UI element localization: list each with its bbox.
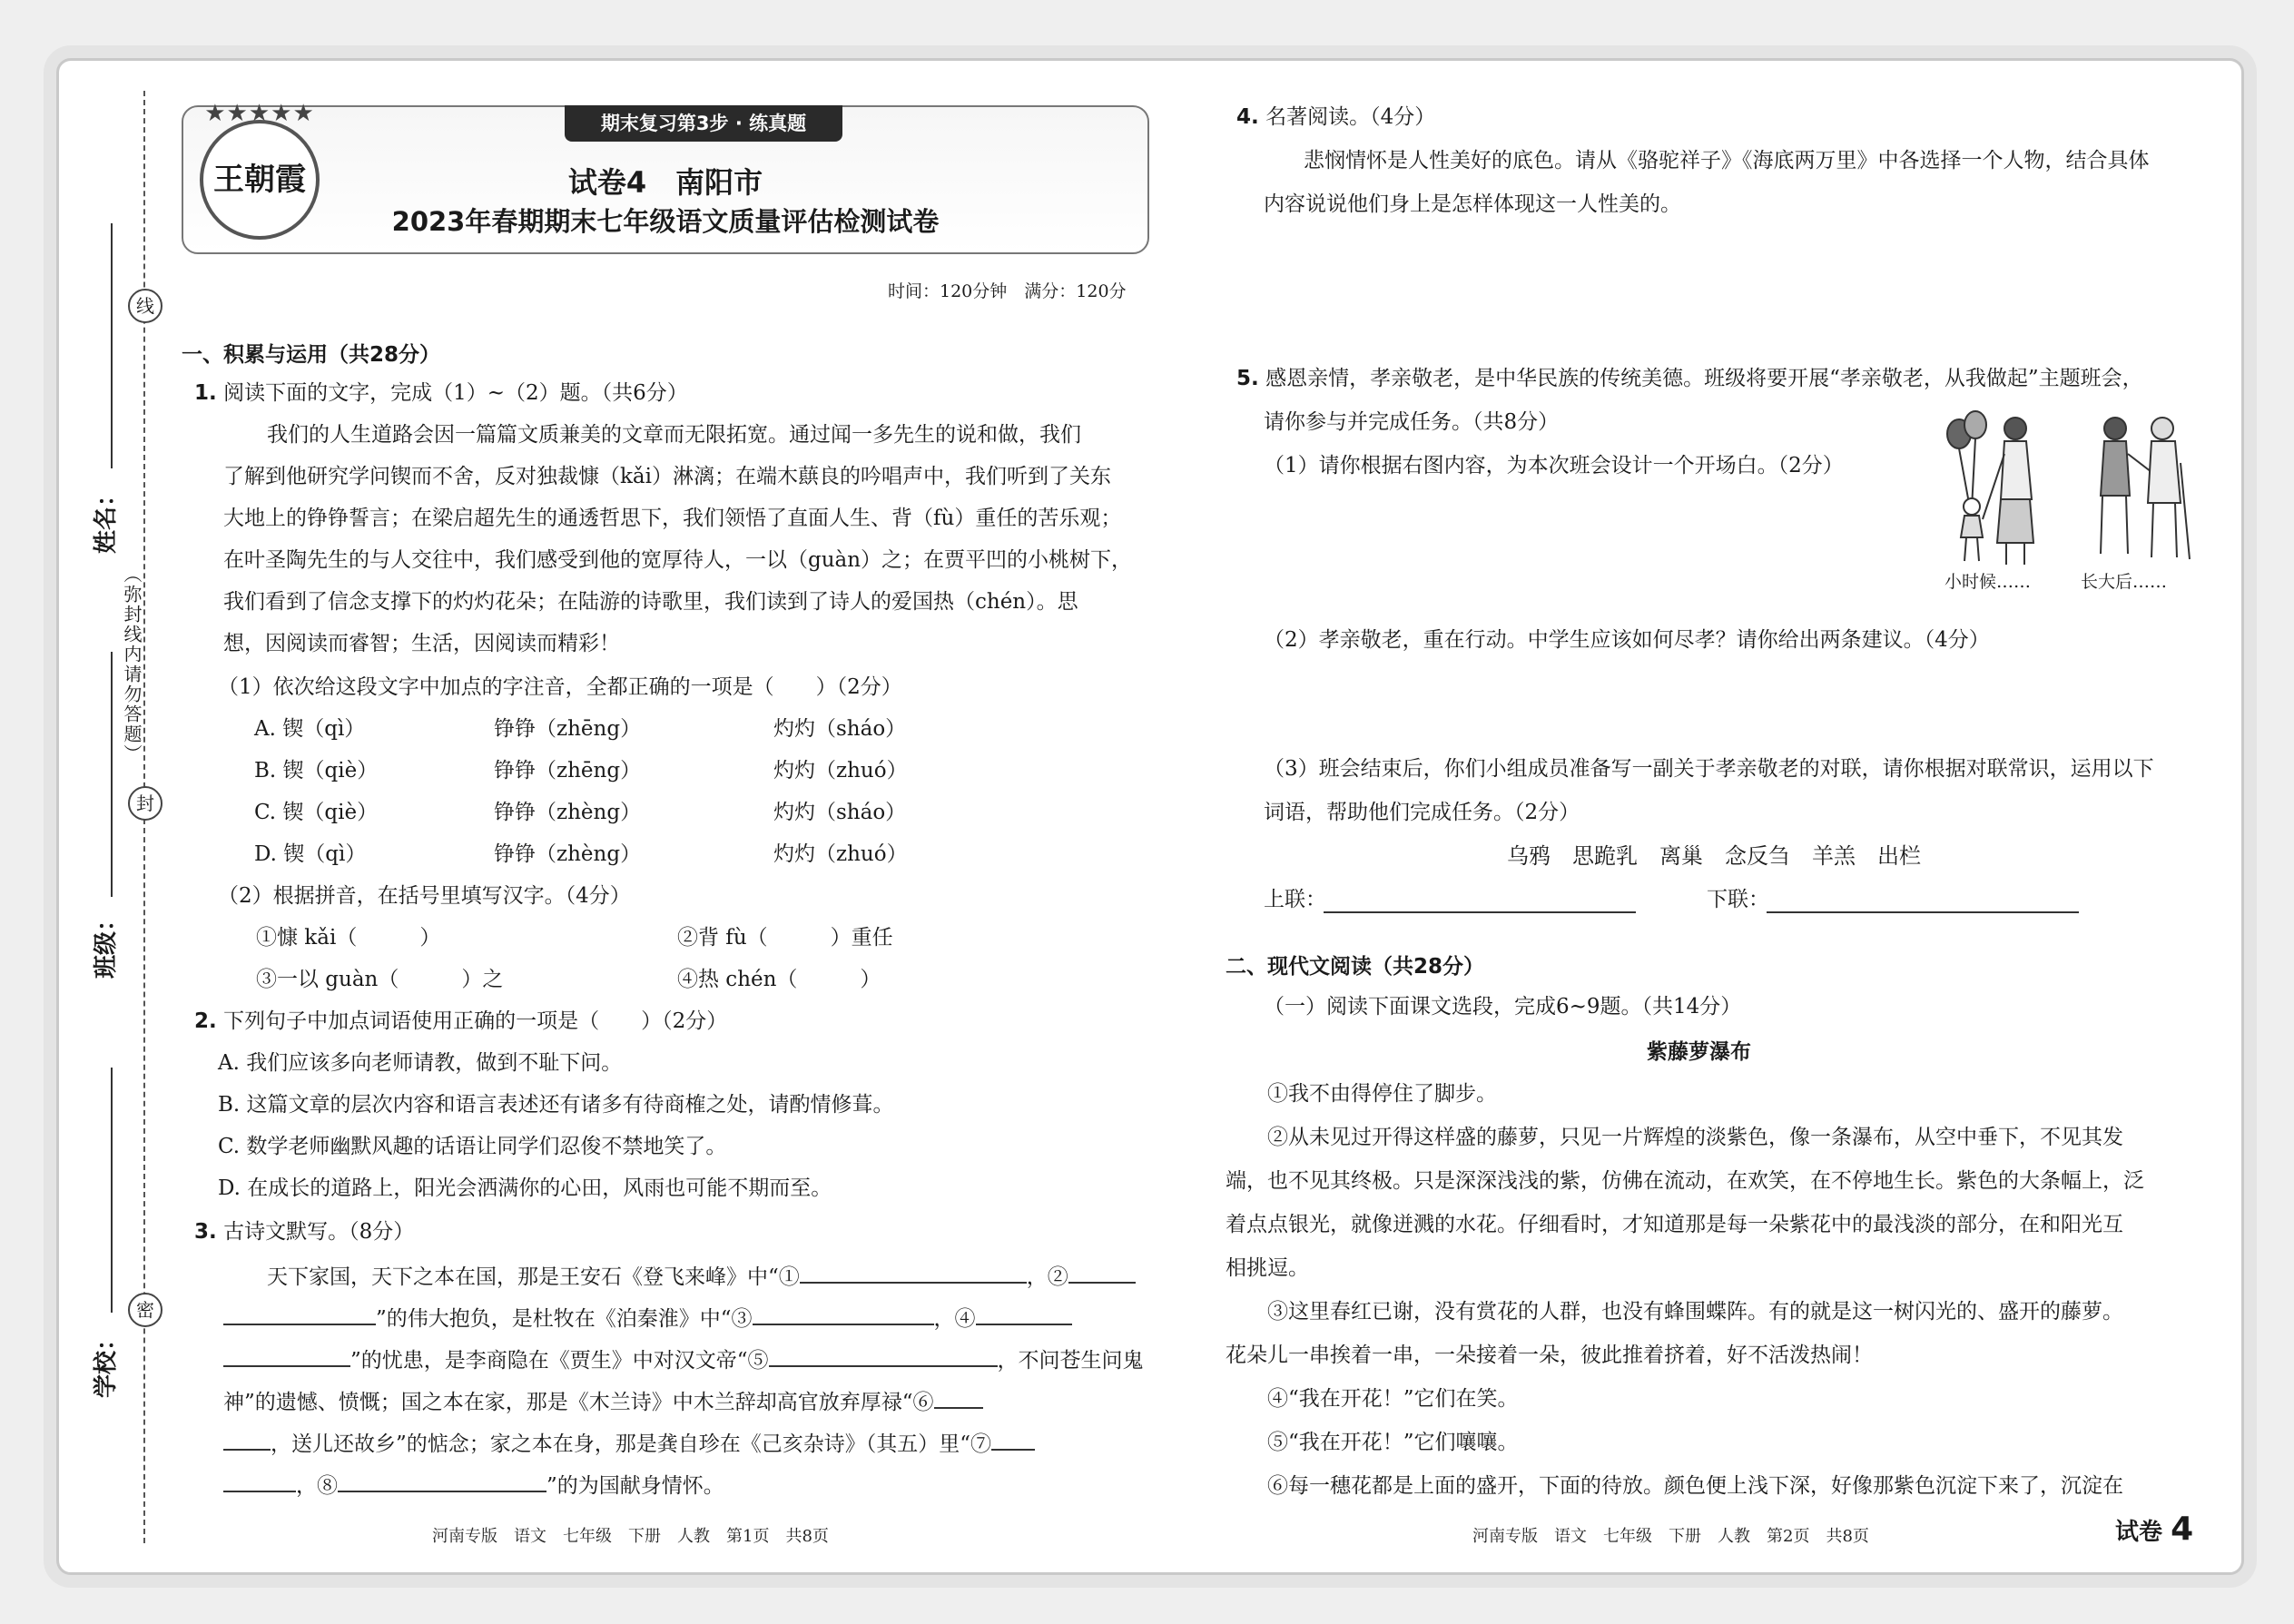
q1-option-a-b: 铮铮（zhēng） [494,717,642,741]
section-1-heading: 一、积累与运用（共28分） [182,343,441,367]
paper-badge-label: 试卷 [2115,1519,2163,1546]
q4-answer-area[interactable] [1264,227,2190,354]
article-paragraph-line: 花朵儿一串挨着一串，一朵接着一朵，彼此推着挤着，好不活泼热闹！ [1226,1343,1873,1367]
q3-number: 3. [194,1220,217,1244]
q1-passage-line: 我们的人生道路会因一篇篇文质兼美的文章而无限拓宽。通过闻一多先生的说和做，我们 [267,423,1081,447]
article-paragraph-line: ⑥每一穗花都是上面的盛开，下面的待放。颜色便上浅下深，好像那紫色沉淀下来了，沉淀在 [1267,1474,2123,1498]
q1-passage-line: 想，因阅读而睿智；生活，因阅读而精彩！ [223,632,620,655]
school-label: 学校： [93,1326,120,1398]
q1-passage-line: 我们看到了信念支撑下的灼灼花朵；在陆游的诗歌里，我们读到了诗人的爱国热（chén）。思 [223,590,1078,614]
paper-badge-number: 4 [2171,1511,2194,1548]
q5-sub3-line-1: （3）班会结束后，你们小组成员准备写一副关于孝亲敬老的对联，请你根据对联常识，运用以下 [1264,757,2154,781]
q5-sub3-line-2: 词语，帮助他们完成任务。（2分） [1264,801,1580,824]
binding-note: （弥封线内请勿答题） [121,565,143,764]
caption-adulthood: 长大后…… [2081,572,2168,592]
answer-blank-6-cont[interactable] [223,1427,271,1451]
q1-fill-4[interactable]: ④热 chén（ ） [677,968,881,991]
answer-blank-7[interactable] [991,1427,1035,1451]
answer-blank-8[interactable] [338,1469,546,1492]
adulthood-scene [2101,418,2190,559]
q5-sub2: （2）孝亲敬老，重在行动。中学生应该如何尽孝？请你给出两条建议。（4分） [1264,628,1990,652]
review-step-tag: 期末复习第3步 · 练真题 [565,105,842,142]
answer-blank-3[interactable] [753,1302,934,1325]
q3-text: 神”的遗憾、愤慨；国之本在家，那是《木兰诗》中木兰辞却高官放弃厚禄“⑥ [223,1391,934,1414]
lower-couplet-field[interactable] [1767,890,2079,913]
couplet-word-bank: 乌鸦 思跪乳 离巢 念反刍 羊羔 出栏 [1507,843,1921,869]
q5-stem-2: 请你参与并完成任务。（共8分） [1264,410,1560,434]
q3-line-5 [223,1427,1035,1460]
q3-text: ”的伟大抱负，是杜牧在《泊秦淮》中“③ [376,1307,753,1331]
q4-body-line: 悲悯情怀是人性美好的底色。请从《骆驼祥子》《海底两万里》中各选择一个人物，结合具体 [1304,149,2150,172]
answer-blank-2[interactable] [1068,1260,1136,1284]
q1-sub1: （1）依次给这段文字中加点的字注音，全都正确的一项是（ ）（2分） [218,675,902,699]
q1-option-c[interactable]: C. 锲（qiè） [254,801,379,824]
q1-option-d-b: 铮铮（zhèng） [494,842,642,866]
q2-text: 下列句子中加点词语使用正确的一项是（ ）（2分） [223,1009,728,1033]
q5-number: 5. [1236,367,1259,390]
q2-option-b[interactable]: B. 这篇文章的层次内容和语言表述还有诸多有待商榷之处，请酌情修葺。 [218,1093,894,1117]
q3-line-1 [267,1260,1136,1293]
q2-option-a[interactable]: A. 我们应该多向老师请教，做到不耻下问。 [218,1051,623,1075]
q1-fill-1[interactable]: ①慷 kǎi（ ） [256,926,441,950]
q3-text: ，⑧ [296,1474,338,1498]
school-field[interactable] [111,1068,113,1313]
q5-sub1-answer-area[interactable] [1264,490,1899,608]
article-paragraph-line: ③这里春红已谢，没有赏花的人群，也没有蜂围蝶阵。有的就是这一树闪光的、盛开的藤萝。 [1267,1300,2123,1324]
q1-stem [194,378,688,408]
q1-option-a[interactable]: A. 锲（qì） [254,717,366,741]
q1-sub2: （2）根据拼音，在括号里填写汉字。（4分） [218,884,631,908]
q3-text: 天下家国，天下之本在国，那是王安石《登飞来峰》中“① [267,1265,800,1289]
q1-number: 1. [194,381,217,405]
article-title: 紫藤萝瀑布 [1647,1040,1751,1064]
caption-childhood: 小时候…… [1944,572,2032,592]
q1-option-b-b: 铮铮（zhēng） [494,759,642,782]
q2-option-c[interactable]: C. 数学老师幽默风趣的话语让同学们忍俊不禁地笑了。 [218,1135,727,1158]
q3-text: ，不问苍生问鬼 [997,1349,1144,1373]
q5-text: 感恩亲情，孝亲敬老，是中华民族的传统美德。班级将要开展“孝亲敬老，从我做起”主题班会， [1265,367,2143,390]
q3-line-6 [223,1469,724,1501]
binding-mark-secret: 密 [128,1293,162,1327]
section-2-heading: 二、现代文阅读（共28分） [1226,955,1485,979]
q5-sub2-answer-area[interactable] [1264,663,2190,744]
q3-line-4 [223,1385,983,1418]
logo-stars: ★★★★★ [204,100,315,127]
q3-text: ”的忧患，是李商隐在《贾生》中对汉文帝“⑤ [350,1349,769,1373]
q1-text: 阅读下面的文字，完成（1）~（2）题。（共6分） [223,381,688,405]
q1-passage-line: 了解到他研究学问锲而不舍，反对独裁慷（kǎi）淋漓；在端木蕻良的吟唱声中，我们听到了关东 [223,465,1112,488]
q4-text: 名著阅读。（4分） [1265,105,1436,129]
paper-title: 试卷4 南阳市 [567,165,763,200]
upper-couplet-label: 上联： [1264,888,1326,911]
q3-text: ，④ [933,1307,976,1331]
article-paragraph-line: ④“我在开花！”它们在笑。 [1267,1387,1519,1411]
answer-blank-7-cont[interactable] [223,1469,296,1492]
lower-couplet-label: 下联： [1707,888,1769,911]
q1-fill-3[interactable]: ③一以 guàn（ ）之 [256,968,504,991]
q1-passage-line: 大地上的铮铮誓言；在梁启超先生的通透哲思下，我们领悟了直面人生、背（fù）重任的苦乐观； [223,507,1122,530]
answer-blank-4-cont[interactable] [223,1343,350,1367]
q3-text: ，② [1026,1265,1068,1289]
name-label: 姓名： [93,482,120,554]
part-1-instruction: （一）阅读下面课文选段，完成6~9题。（共14分） [1264,995,1742,1019]
q1-option-b[interactable]: B. 锲（qiè） [254,759,379,782]
q5-sub1: （1）请你根据右图内容，为本次班会设计一个开场白。（2分） [1264,454,1844,477]
name-field[interactable] [111,223,113,468]
q1-option-c-c: 灼灼（sháo） [773,801,907,824]
logo-text: 王朝霞 [213,162,306,198]
q1-option-b-c: 灼灼（zhuó） [773,759,908,782]
q1-option-d-c: 灼灼（zhuó） [773,842,908,866]
q1-option-a-c: 灼灼（sháo） [773,717,907,741]
balloon-icon [1964,411,1986,438]
binding-mark-seal: 封 [128,786,162,821]
q1-option-c-b: 铮铮（zhèng） [494,801,642,824]
q3-line-2 [223,1302,1072,1334]
paper-badge [2115,1511,2193,1548]
q3-text: ”的为国献身情怀。 [546,1474,724,1498]
q3-text: 古诗文默写。（8分） [223,1220,415,1244]
answer-blank-2-cont[interactable] [223,1302,376,1325]
article-paragraph-line: 端，也不见其终极。只是深深浅浅的紫，仿佛在流动，在欢笑，在不停地生长。紫色的大条幅上，泛 [1226,1169,2144,1193]
article-paragraph-line: 相挑逗。 [1226,1256,1309,1280]
upper-couplet-field[interactable] [1324,890,1636,913]
article-paragraph-line: ①我不由得停住了脚步。 [1267,1082,1497,1106]
q1-option-d[interactable]: D. 锲（qì） [254,842,367,866]
q1-passage-line: 在叶圣陶先生的与人交往中，我们感受到他的宽厚待人，一以（guàn）之；在贾平凹的小桃树下， [223,548,1133,572]
q3-stem [194,1216,414,1247]
paper-header [182,100,1149,254]
time-and-score: 时间：120分钟 满分：120分 [888,281,1127,301]
answer-blank-1[interactable] [800,1260,1027,1284]
left-page-footer: 河南专版 语文 七年级 下册 人教 第1页 共8页 [432,1527,829,1546]
paper-subtitle: 2023年春期期末七年级语文质量评估检测试卷 [391,206,940,237]
class-label: 班级： [93,907,120,979]
binding-mark-line: 线 [128,289,162,323]
article-paragraph-line: 着点点银光，就像迸溅的水花。仔细看时，才知道那是每一朵紫花中的最浅淡的部分，在和阳光互 [1226,1213,2123,1236]
q2-number: 2. [194,1009,217,1033]
q3-line-3 [223,1343,1144,1376]
class-field[interactable] [111,652,113,897]
answer-blank-5[interactable] [769,1343,998,1367]
q4-stem [1236,102,1435,133]
q4-body-line: 内容说说他们身上是怎样体现这一人性美的。 [1264,192,1681,216]
article-paragraph-line: ⑤“我在开花！”它们嚷嚷。 [1267,1431,1519,1454]
q1-fill-2[interactable]: ②背 fù（ ）重任 [677,926,893,950]
answer-blank-6[interactable] [934,1385,983,1409]
right-page-footer: 河南专版 语文 七年级 下册 人教 第2页 共8页 [1472,1527,1869,1546]
article-paragraph-line: ②从未见过开得这样盛的藤萝，只见一片辉煌的淡紫色，像一条瀑布，从空中垂下，不见其发 [1267,1126,2123,1149]
answer-blank-4[interactable] [976,1302,1072,1325]
q2-option-d[interactable]: D. 在成长的道路上，阳光会洒满你的心田，风雨也可能不期而至。 [218,1176,832,1200]
childhood-scene [1947,411,2033,565]
q4-number: 4. [1236,105,1259,129]
q2-stem [194,1006,727,1037]
q3-text: ，送儿还故乡”的惦念；家之本在身，那是龚自珍在《己亥杂诗》（其五）里“⑦ [271,1432,992,1456]
q5-stem [1236,363,2143,394]
